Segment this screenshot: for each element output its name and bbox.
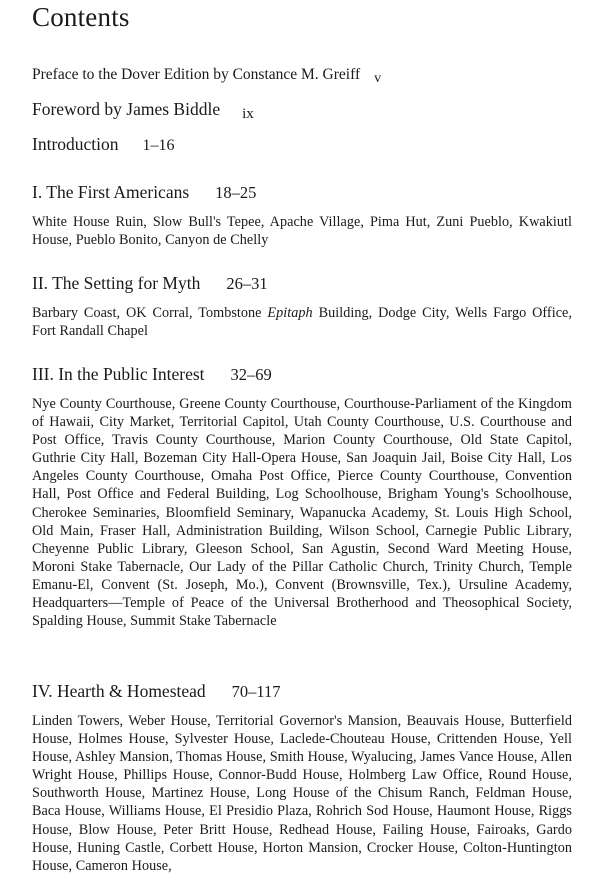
items-part: Barbary Coast, OK Corral, Tombstone	[32, 305, 268, 321]
section-pages: 26–31	[226, 274, 268, 293]
section-items	[32, 304, 572, 340]
front-matter-entry-preface	[32, 66, 381, 84]
section-pages: 70–117	[231, 682, 281, 701]
items-part: Building, Dodge City, Wells Fargo Office, Fort Randall Chapel	[32, 305, 572, 340]
entry-page: ix	[242, 106, 254, 122]
section-pages: 18–25	[215, 183, 257, 202]
section-items: Nye County Courthouse, Greene County Courthouse, Courthouse-Parliament of the Kingdom of Hawaii, City Market, Territorial Capitol, Utah County Courthouse, U.S. Courthouse and Post Office, Travis County Courthouse, Marion County Courthouse, Old State Capitol, Guthrie City Hall, Bozeman City Hall-Opera House, San Joaquin Jail, Boise City Hall, Los Angeles County Courthouse, Omaha Post Office, Pierce County Courthouse, Convention Hall, Post Office and Federal Building, Log Schoolhouse, Brigham Young's Schoolhouse, Cherokee Seminaries, Bloomfield Seminary, Wapanucka Academy, St. Louis High School, Old Main, Fraser Hall, Administration Building, Wilson School, Carnegie Public Library, Cheyenne Public Library, Gleeson School, San Agustin, Second Ward Meeting House, Moroni Stake Tabernacle, Our Lady of the Pillar Catholic Church, Trinity Church, Temple Emanu-El, Convent (St. Joseph, Mo.), Convent (Brownsville, Tex.), Ursuline Academy, Headquarters—Temple of Peace of the Universal Brotherhood and Theosophical Society, Spalding House, Summit Stake Tabernacle	[32, 396, 572, 630]
front-matter-entry-introduction	[32, 134, 175, 155]
section-title: II. The Setting for Myth	[32, 273, 201, 293]
section-heading	[32, 364, 572, 385]
section-title: IV. Hearth & Homestead	[32, 681, 206, 701]
entry-page: 1–16	[142, 137, 175, 154]
section-heading	[32, 182, 572, 203]
section-items: White House Ruin, Slow Bull's Tepee, Apache Village, Pima Hut, Zuni Pueblo, Kwakiutl House, Pueblo Bonito, Canyon de Chelly	[32, 214, 572, 249]
front-matter-entry-foreword	[32, 99, 254, 120]
section-items: Linden Towers, Weber House, Territorial Governor's Mansion, Beauvais House, Butterfield House, Holmes House, Sylvester House, Laclede-Chouteau House, Crittenden House, Yell House, Ashley Mansion, Thomas House, Smith House, Wyalucing, James Vance House, Allen Wright House, Phillips House, Connor-Budd House, Holmberg Law Office, Round House, Southworth House, Martinez House, Long House of the Chisum Ranch, Feldman House, Baca House, Williams House, El Presidio Plaza, Rohrich Sod House, Haumont House, Riggs House, Blow House, Peter Britt House, Redhead House, Failing House, Fairoaks, Gardo House, Huning Castle, Corbett House, Horton Mansion, Crocker House, Colton-Huntington House, Cameron House,	[32, 713, 572, 874]
section-first-americans	[32, 182, 572, 249]
section-public-interest	[32, 364, 572, 630]
page-title: Contents	[32, 2, 130, 32]
section-hearth-homestead	[32, 681, 572, 875]
section-heading	[32, 273, 572, 294]
entry-label: Preface to the Dover Edition by Constance M. Greiff	[32, 66, 361, 83]
entry-label: Foreword by James Biddle	[32, 99, 221, 119]
section-heading	[32, 681, 572, 702]
section-title: III. In the Public Interest	[32, 364, 205, 384]
entry-page: v	[374, 71, 382, 86]
section-setting-for-myth	[32, 273, 572, 340]
section-title: I. The First Americans	[32, 182, 190, 202]
entry-label: Introduction	[32, 134, 119, 154]
items-italic-title: Epitaph	[267, 305, 313, 321]
section-pages: 32–69	[230, 365, 272, 384]
